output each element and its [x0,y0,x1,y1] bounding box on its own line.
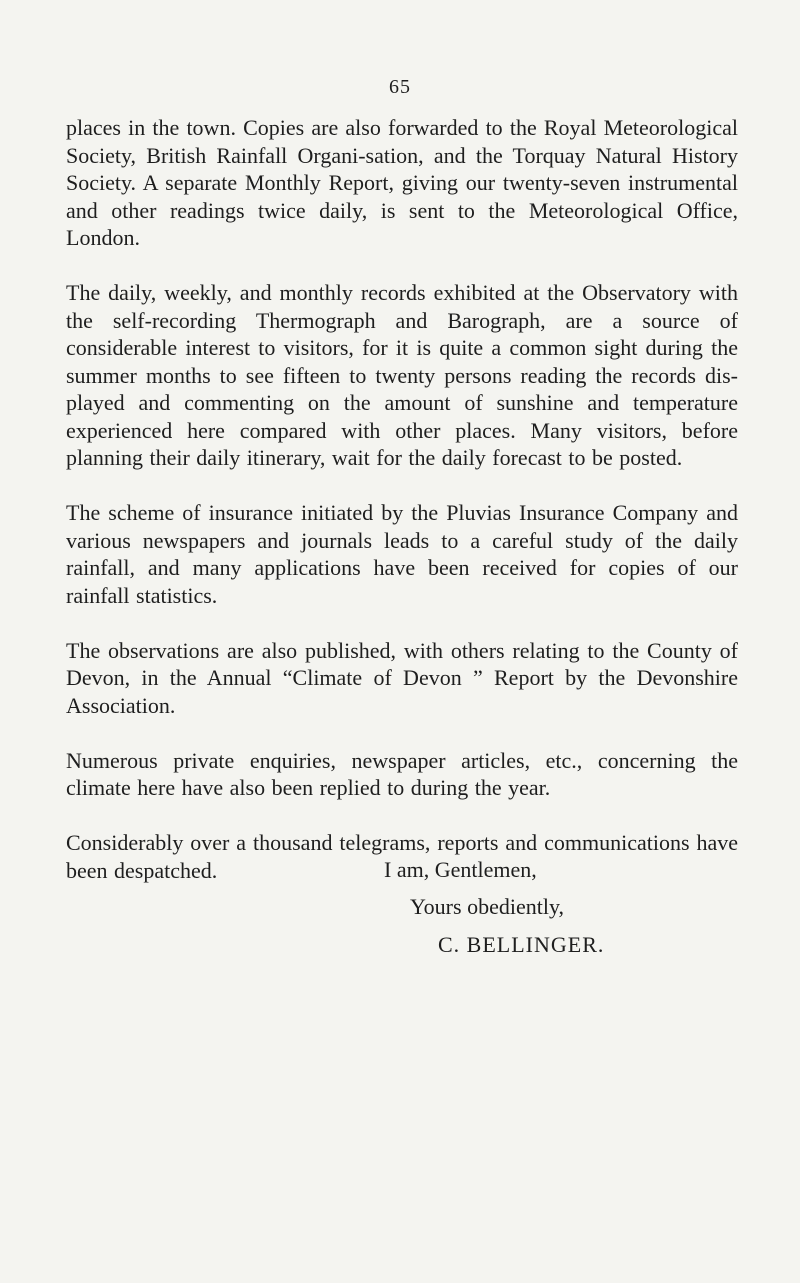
body-text [66,114,738,884]
paragraph-3: The scheme of insurance initiated by the Pluvias Insurance Company and various newspapers and journals leads to a careful study of the daily rainfall, and many applications have been received for copies of our rainfall statistics. [66,500,738,608]
paragraph-6: Considerably over a thousand telegrams, reports and communications have been despatched. [66,830,738,883]
closing-valediction: Yours obediently, [410,894,565,919]
paragraph-1: places in the town. Copies are also forwarded to the Royal Meteorological Society, British Rainfall Organi-sation, and the Torquay Natural History Society. A separate Monthly Report, giving our twenty-seven instrumental and other readings twice daily, is sent to the Meteorological Office, London. [66,115,738,250]
paragraph-4: The observations are also published, with others relating to the County of Devon, in the Annual “Climate of Devon ” Report by the Devonshire Association. [66,637,738,718]
paragraph-5: Numerous private enquiries, newspaper articles, etc., concerning the climate here have also been replied to during the year. [66,747,738,800]
paragraph-2: The daily, weekly, and monthly records exhibited at the Observatory with the self-recording Thermograph and Barograph, are a source of considerable interest to visitors, for it is quite a common sight during the summer months to see fifteen to twenty persons reading the records dis-played and commenting on the amount of sunshine and temperature experienced here compared with other places. Many visitors, before planning their daily itinerary, wait for the daily forecast to be posted. [66,280,738,470]
closing-signature: C. BELLINGER. [438,932,605,957]
page-number: 65 [389,76,411,98]
closing-salutation: I am, Gentlemen, [384,857,537,882]
